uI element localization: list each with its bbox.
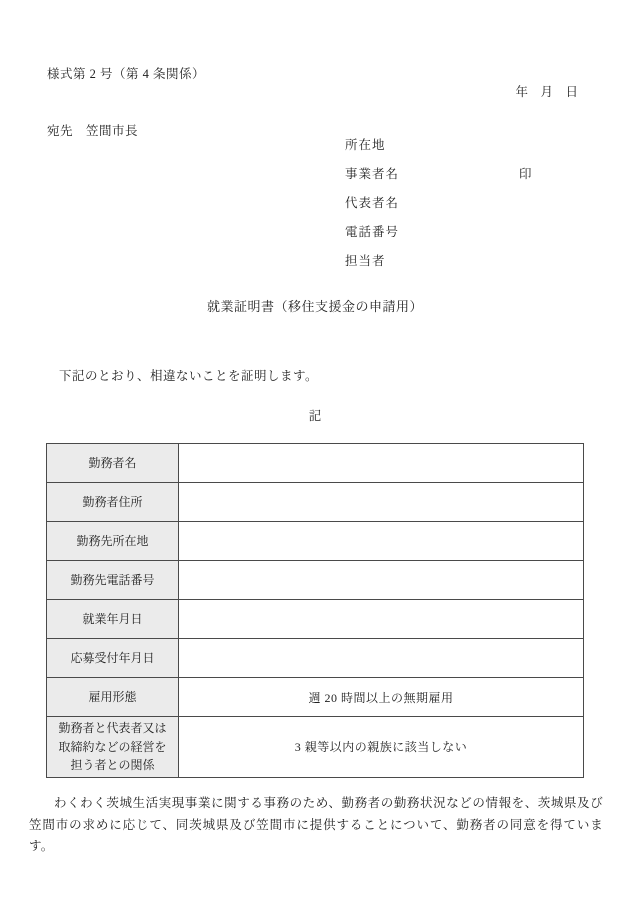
row-value-employment-type: 週 20 時間以上の無期雇用: [179, 678, 584, 717]
row-label-relationship: 勤務者と代表者又は取締約などの経営を担う者との関係: [47, 717, 179, 778]
row-value-application-date: [179, 639, 584, 678]
row-value-worker-name: [179, 444, 584, 483]
table-row: [47, 600, 584, 639]
form-number: 様式第 2 号（第 4 条関係）: [47, 67, 206, 81]
date-line: 年 月 日: [515, 85, 578, 99]
row-label-workplace-location: 勤務先所在地: [47, 522, 179, 561]
row-value-worker-address: [179, 483, 584, 522]
document-title: 就業証明書（移住支援金の申請用）: [206, 299, 423, 314]
addressee-line: 宛先 笠間市長: [47, 124, 139, 138]
seal-mark: 印: [519, 167, 532, 181]
row-label-worker-name: 勤務者名: [47, 444, 179, 483]
table-row: [47, 522, 584, 561]
ki-marker: 記: [308, 409, 322, 423]
row-value-employment-date: [179, 600, 584, 639]
table-row: [47, 717, 584, 778]
table-row: [47, 639, 584, 678]
issuer-field-contact-person: 担当者: [345, 254, 386, 268]
row-label-workplace-phone: 勤務先電話番号: [47, 561, 179, 600]
table-row: [47, 561, 584, 600]
row-label-application-date: 応募受付年月日: [47, 639, 179, 678]
row-value-workplace-location: [179, 522, 584, 561]
issuer-field-business-name: 事業者名: [345, 167, 400, 181]
issuer-block: [345, 131, 399, 276]
row-value-workplace-phone: [179, 561, 584, 600]
row-label-employment-type: 雇用形態: [47, 678, 179, 717]
table-row: [47, 444, 584, 483]
certificate-table: [46, 443, 584, 778]
row-label-employment-date: 就業年月日: [47, 600, 179, 639]
row-label-worker-address: 勤務者住所: [47, 483, 179, 522]
row-value-relationship: 3 親等以内の親族に該当しない: [179, 717, 584, 778]
consent-footer-note: わくわく茨城生活実現事業に関する事務のため、勤務者の勤務状況などの情報を、茨城県及び笠間市の求めに応じて、同茨城県及び笠間市に提供することについて、勤務者の同意を得ています。: [29, 796, 603, 853]
issuer-field-phone: 電話番号: [345, 225, 400, 239]
table-row: [47, 483, 584, 522]
issuer-field-representative: 代表者名: [345, 196, 400, 210]
issuer-field-location: 所在地: [345, 138, 386, 152]
certification-statement: 下記のとおり、相違ないことを証明します。: [59, 369, 319, 383]
table-row: [47, 678, 584, 717]
